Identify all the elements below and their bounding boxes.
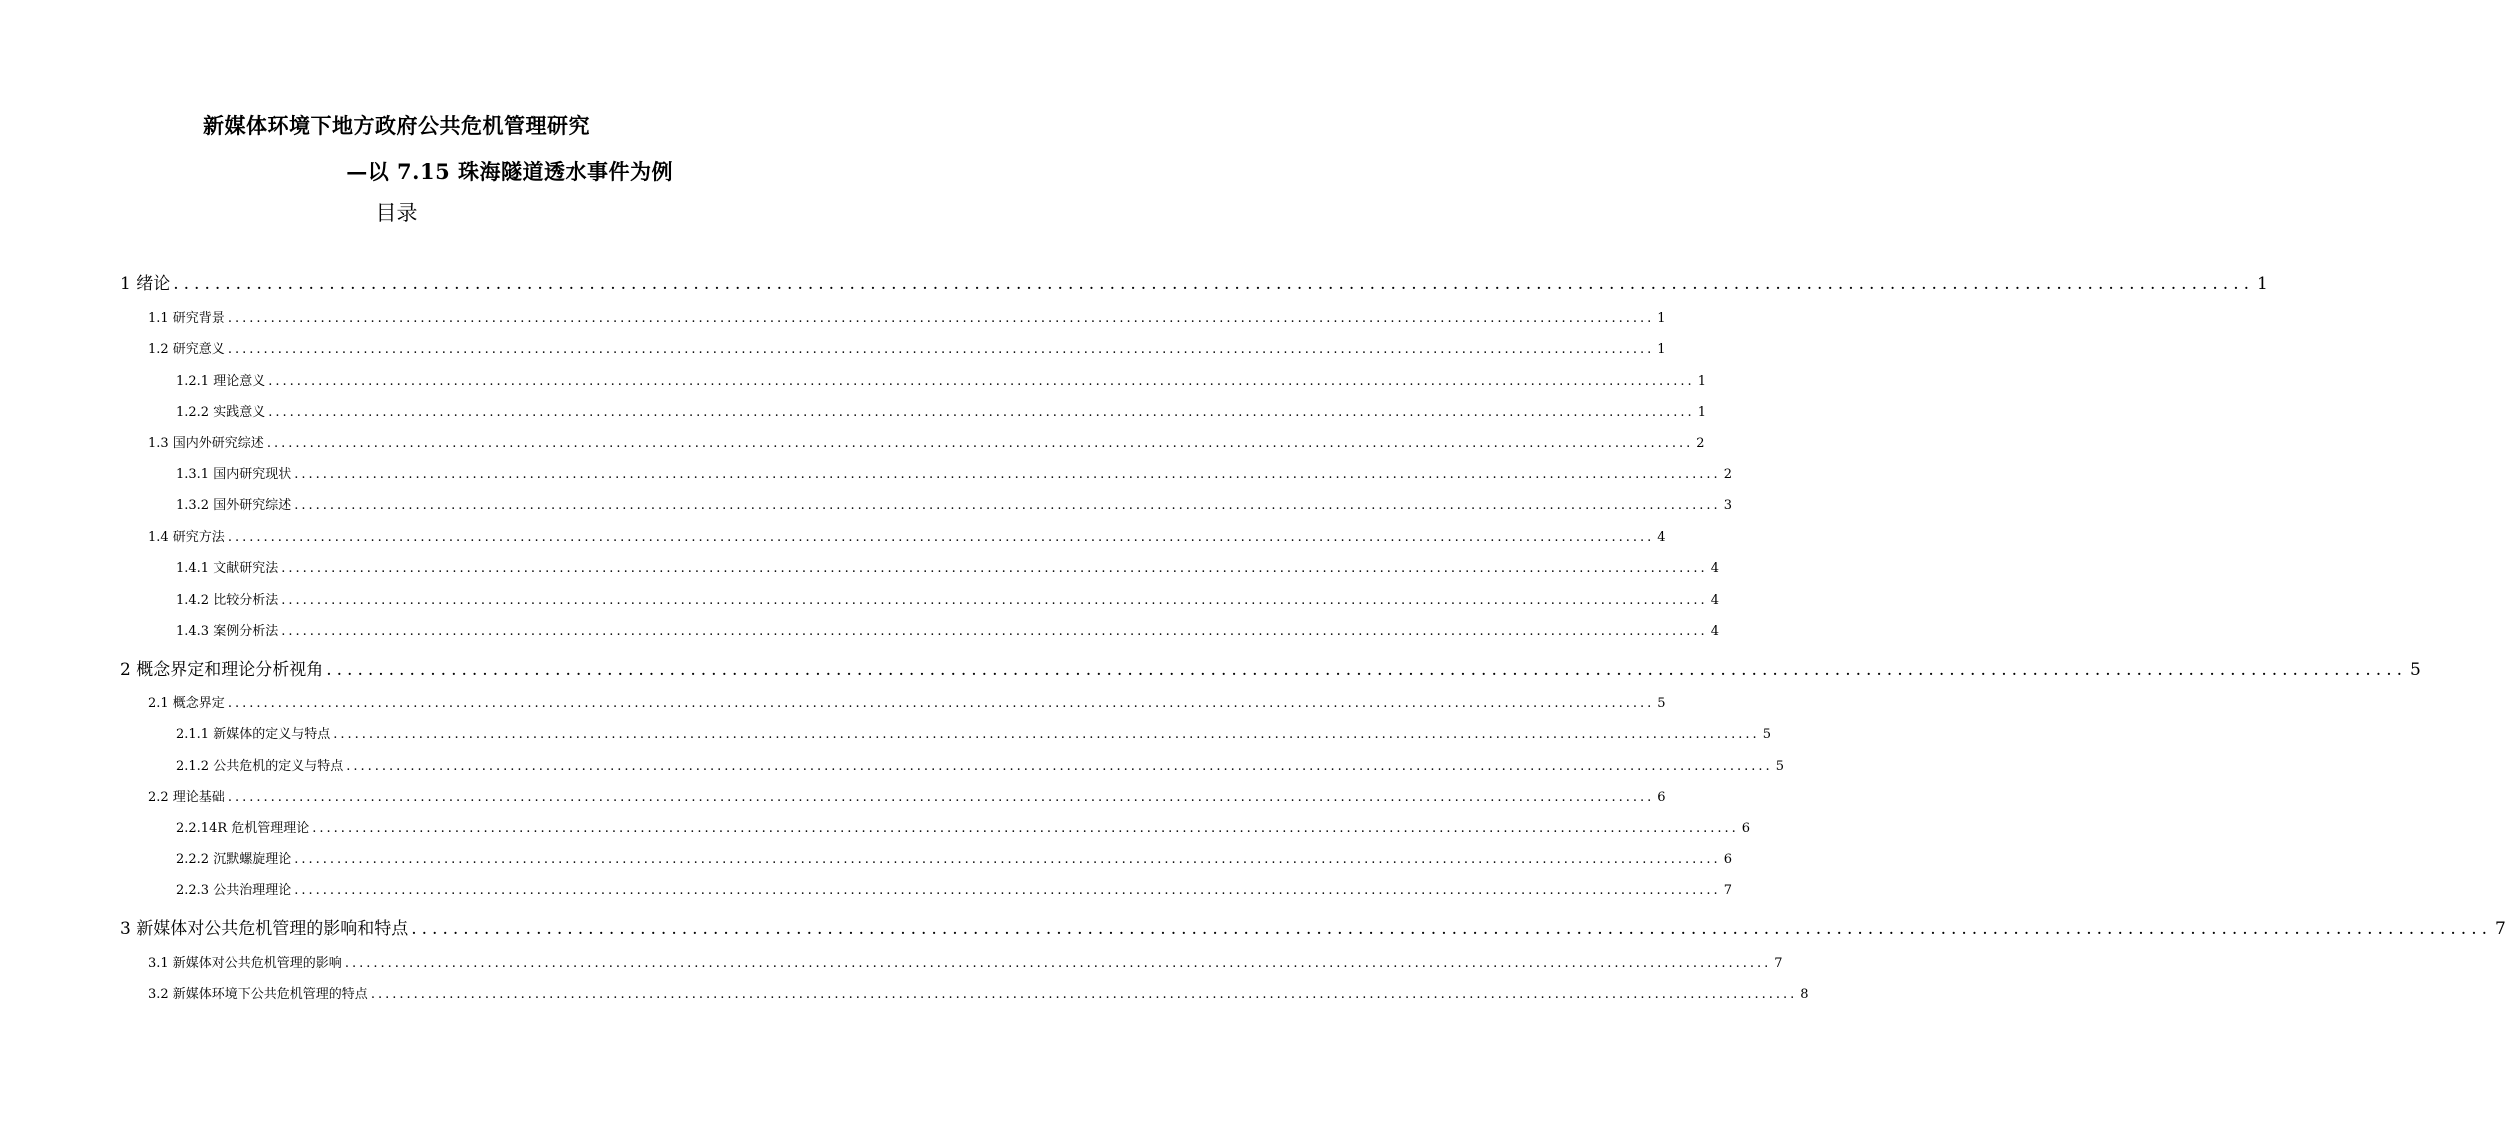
toc-entry[interactable] — [120, 914, 2506, 939]
toc-entry-label: 1.3.2 国外研究综述 — [176, 498, 292, 513]
toc-leader-dots: ........................................................................................................................................................................................................ — [281, 624, 1708, 639]
toc-entry[interactable] — [176, 401, 1706, 420]
toc-entry-page-number: 4 — [1710, 593, 1719, 608]
toc-entry-page-number: 6 — [1741, 821, 1751, 836]
toc-entry-page-number: 6 — [1657, 790, 1666, 805]
toc-entry[interactable] — [176, 463, 1732, 482]
toc-entry-page-number: 4 — [1657, 530, 1666, 545]
toc-leader-dots: ........................................................................................................................................................................................................ — [411, 919, 2492, 939]
toc-entry[interactable] — [148, 692, 1666, 711]
toc-leader-dots: ........................................................................................................................................................................................................ — [268, 374, 1695, 389]
toc-entry-label: 1 绪论 — [120, 274, 171, 294]
toc-leader-dots: ........................................................................................................................................................................................................ — [268, 405, 1695, 420]
toc-entry-page-number: 1 — [1657, 342, 1666, 357]
toc-leader-dots: ........................................................................................................................................................................................................ — [266, 436, 1694, 451]
toc-entry-label: 3.1 新媒体对公共危机管理的影响 — [148, 956, 342, 971]
toc-entry-label: 1.2.1 理论意义 — [176, 374, 266, 389]
toc-leader-dots: ........................................................................................................................................................................................................ — [281, 593, 1708, 608]
toc-entry[interactable] — [120, 655, 2421, 680]
toc-entry-label: 2 概念界定和理论分析视角 — [120, 660, 324, 680]
toc-entry-page-number: 1 — [1697, 374, 1706, 389]
toc-entry-page-number: 5 — [1657, 696, 1666, 711]
toc-entry-page-number: 2 — [1696, 436, 1705, 451]
toc-entry-label: 1.3.1 国内研究现状 — [176, 467, 292, 482]
toc-entry-label: 3 新媒体对公共危机管理的影响和特点 — [120, 919, 409, 939]
toc-leader-dots: ........................................................................................................................................................................................................ — [294, 852, 1721, 867]
toc-entry[interactable] — [148, 526, 1666, 545]
toc-entry[interactable] — [176, 817, 1751, 836]
toc-entry[interactable] — [176, 723, 1771, 742]
toc-entry[interactable] — [176, 494, 1732, 513]
toc-entry-page-number: 2 — [1723, 467, 1732, 482]
toc-leader-dots: ........................................................................................................................................................................................................ — [227, 696, 1655, 711]
toc-leader-dots: ........................................................................................................................................................................................................ — [227, 342, 1655, 357]
document-subtitle: —以 7.15 珠海隧道透水事件为例 — [346, 159, 673, 184]
toc-heading: 目录 — [375, 201, 418, 225]
toc-entry-label: 2.1.2 公共危机的定义与特点 — [176, 759, 344, 774]
toc-entry-label: 1.3 国内外研究综述 — [148, 436, 264, 451]
toc-leader-dots: ........................................................................................................................................................................................................ — [326, 660, 2407, 680]
toc-leader-dots: ........................................................................................................................................................................................................ — [227, 311, 1655, 326]
toc-entry-label: 1.2.2 实践意义 — [176, 405, 266, 420]
toc-entry-page-number: 1 — [1697, 405, 1706, 420]
toc-entry[interactable] — [148, 786, 1666, 805]
toc-entry[interactable] — [148, 307, 1666, 326]
toc-entry[interactable] — [148, 432, 1705, 451]
toc-leader-dots: ........................................................................................................................................................................................................ — [294, 467, 1721, 482]
toc-entry[interactable] — [148, 983, 1809, 1002]
toc-entry-page-number: 5 — [1775, 759, 1784, 774]
toc-entry[interactable] — [148, 952, 1783, 971]
toc-entry[interactable] — [176, 370, 1706, 389]
toc-entry-label: 2.2 理论基础 — [148, 790, 225, 805]
toc-entry-label: 2.2.2 沉默螺旋理论 — [176, 852, 292, 867]
toc-entry-page-number: 1 — [1657, 311, 1666, 326]
toc-entry-label: 1.2 研究意义 — [148, 342, 225, 357]
toc-entry-page-number: 1 — [2257, 274, 2268, 294]
toc-entry-label: 2.2.14R 危机管理理论 — [176, 821, 310, 836]
toc-entry-page-number: 8 — [1800, 987, 1809, 1002]
toc-entry-label: 2.1 概念界定 — [148, 696, 225, 711]
toc-entry-label: 1.1 研究背景 — [148, 311, 225, 326]
toc-entry[interactable] — [176, 755, 1784, 774]
toc-leader-dots: ........................................................................................................................................................................................................ — [333, 727, 1760, 742]
toc-entry-page-number: 4 — [1710, 561, 1719, 576]
toc-entry-label: 1.4.1 文献研究法 — [176, 561, 279, 576]
toc-entry-page-number: 5 — [2410, 660, 2421, 680]
toc-leader-dots: ........................................................................................................................................................................................................ — [312, 821, 1739, 836]
toc-entry-page-number: 3 — [1723, 498, 1732, 513]
toc-leader-dots: ........................................................................................................................................................................................................ — [370, 987, 1798, 1002]
toc-entry[interactable] — [176, 620, 1719, 639]
toc-entry[interactable] — [176, 557, 1719, 576]
toc-entry-page-number: 7 — [1723, 883, 1732, 898]
toc-leader-dots: ........................................................................................................................................................................................................ — [344, 956, 1772, 971]
toc-entry-page-number: 7 — [2495, 919, 2506, 939]
toc-entry-label: 1.4.3 案例分析法 — [176, 624, 279, 639]
toc-leader-dots: ........................................................................................................................................................................................................ — [346, 759, 1773, 774]
toc-entry[interactable] — [176, 879, 1732, 898]
toc-leader-dots: ........................................................................................................................................................................................................ — [173, 274, 2254, 294]
toc-leader-dots: ........................................................................................................................................................................................................ — [281, 561, 1708, 576]
toc-entry-label: 3.2 新媒体环境下公共危机管理的特点 — [148, 987, 368, 1002]
toc-entry-label: 2.1.1 新媒体的定义与特点 — [176, 727, 331, 742]
toc-entry-page-number: 6 — [1723, 852, 1732, 867]
toc-entry[interactable] — [176, 589, 1719, 608]
toc-leader-dots: ........................................................................................................................................................................................................ — [227, 790, 1655, 805]
toc-entry[interactable] — [176, 848, 1732, 867]
document-title: 新媒体环境下地方政府公共危机管理研究 — [203, 113, 590, 138]
toc-entry-label: 1.4 研究方法 — [148, 530, 225, 545]
toc-entry-page-number: 4 — [1710, 624, 1719, 639]
toc-entry[interactable] — [148, 338, 1666, 357]
toc-leader-dots: ........................................................................................................................................................................................................ — [294, 883, 1721, 898]
toc-entry-label: 1.4.2 比较分析法 — [176, 593, 279, 608]
toc-entry-page-number: 7 — [1774, 956, 1783, 971]
toc-entry[interactable] — [120, 269, 2268, 294]
toc-leader-dots: ........................................................................................................................................................................................................ — [227, 530, 1655, 545]
toc-leader-dots: ........................................................................................................................................................................................................ — [294, 498, 1721, 513]
toc-entry-label: 2.2.3 公共治理理论 — [176, 883, 292, 898]
toc-entry-page-number: 5 — [1762, 727, 1771, 742]
